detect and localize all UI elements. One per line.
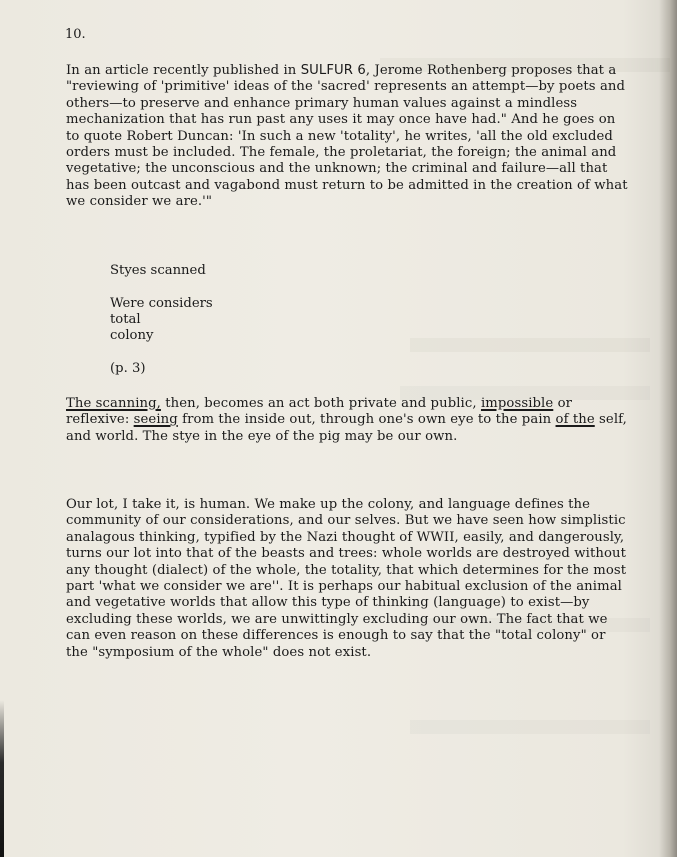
paragraph-scanning bbox=[66, 396, 631, 445]
poem-line: Styes scanned bbox=[110, 263, 206, 278]
underlined-phrase: of the bbox=[555, 412, 595, 428]
poem-line: Were considers bbox=[110, 296, 213, 311]
poem-citation: (p. 3) bbox=[110, 361, 146, 376]
paragraph-text: In an article recently published in bbox=[66, 63, 301, 78]
poem-line: colony bbox=[110, 328, 154, 343]
paragraph-rothenberg-quote bbox=[66, 63, 631, 211]
binding-shadow bbox=[0, 700, 4, 857]
underlined-phrase: impossible bbox=[480, 396, 554, 411]
paragraph-text: then, becomes an act both private and public, bbox=[160, 396, 481, 411]
page-edge-shadow bbox=[659, 0, 677, 857]
poem-line: total bbox=[110, 312, 141, 327]
paragraph-text: from the inside out, through one's own eye to the pain bbox=[177, 412, 556, 428]
paragraph-text: self, and world. The stye in the eye of the pig may be our own. bbox=[66, 412, 627, 444]
paragraph-our-lot: Our lot, I take it, is human. We make up the colony, and language defines the community of our considerations, and our selves. But we have seen how simplistic analagous thinking, typified by the Nazi thought of WWII, easily, and dangerously, turns our lot into that of the beasts and trees: whole worlds are destroyed without any thought (dialect) of the whole, the totality, that which determines for the most part 'what we consider we are''. It is perhaps our habitual exclusion of the animal and vegetative worlds that allow this type of thinking (language) to exist—by excluding these worlds, we are unwittingly excluding our own. The fact that we can even reason on these differences is enough to say that the "total colony" or the "symposium of the whole" does not exist. bbox=[66, 497, 627, 660]
paragraph-text: or reflexive: bbox=[66, 396, 573, 428]
bleed-through-mark bbox=[410, 338, 650, 352]
underlined-phrase: seeing bbox=[133, 412, 178, 428]
bleed-through-mark bbox=[410, 720, 650, 734]
journal-title: SULFUR 6 bbox=[300, 63, 366, 78]
page-number: 10. bbox=[65, 27, 86, 42]
underlined-phrase: The scanning, bbox=[66, 396, 161, 411]
paragraph-text: , Jerome Rothenberg proposes that a "reviewing of 'primitive' ideas of the 'sacred' represents an attempt—by poets and others—to preserve and enhance primary human values against a mindless mechanization that has run past any uses it may once have had." And he goes on to quote Robert Duncan: 'In such a new 'totality', he writes, 'all the old excluded orders must be included. The female, the proletariat, the foreign; the animal and vegetative; the unconscious and the unknown; the criminal and failure—all that has been outcast and vagabond must return to be admitted in the creation of what we consider we are.'" bbox=[66, 63, 628, 210]
